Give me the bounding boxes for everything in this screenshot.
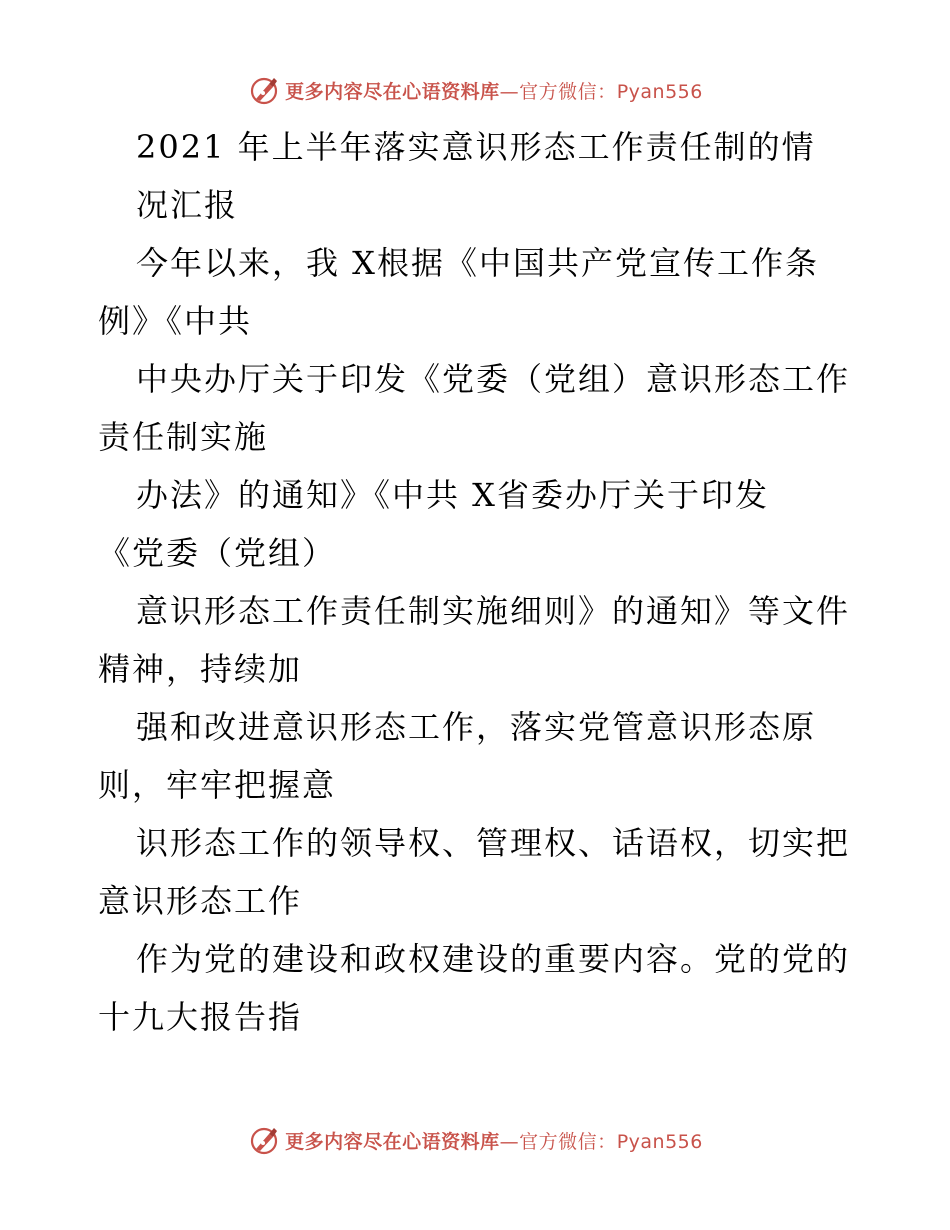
doc-line: 十九大报告指 bbox=[98, 998, 303, 1036]
doc-line: 强和改进意识形态工作，落实党管意识形态原 bbox=[136, 708, 817, 746]
banner-text-wechat: —官方微信： bbox=[499, 1130, 617, 1153]
footer-banner bbox=[0, 1120, 950, 1160]
doc-line: 《党委（党组） bbox=[98, 534, 337, 572]
doc-line: 今年以来，我 X根据《中国共产党宣传工作条 bbox=[136, 244, 819, 282]
banner-text-wechat: —官方微信： bbox=[499, 80, 617, 103]
document-body bbox=[98, 118, 858, 1046]
doc-line: 识形态工作的领导权、管理权、话语权，切实把 bbox=[136, 824, 851, 862]
doc-line: 精神，持续加 bbox=[98, 650, 303, 688]
pen-logo-icon bbox=[247, 73, 281, 107]
pen-logo-icon bbox=[247, 1123, 281, 1157]
doc-line: 例》《中共 bbox=[98, 302, 253, 340]
banner-text-main: 更多内容尽在心语资料库 bbox=[285, 80, 500, 103]
doc-line: 中央办厅关于印发《党委（党组）意识形态工作 bbox=[136, 360, 851, 398]
doc-line: 责任制实施 bbox=[98, 418, 269, 456]
doc-line: 意识形态工作责任制实施细则》的通知》等文件 bbox=[136, 592, 851, 630]
doc-line: 2021 年上半年落实意识形态工作责任制的情 bbox=[136, 128, 816, 166]
banner-text-id: Pyan556 bbox=[616, 80, 703, 103]
banner-text-main: 更多内容尽在心语资料库 bbox=[285, 1130, 500, 1153]
doc-line: 办法》的通知》《中共 X省委办厅关于印发 bbox=[136, 476, 769, 514]
doc-line: 则，牢牢把握意 bbox=[98, 766, 337, 804]
header-banner bbox=[0, 70, 950, 110]
doc-line: 况汇报 bbox=[136, 186, 239, 224]
banner-text-id: Pyan556 bbox=[616, 1130, 703, 1153]
doc-line: 意识形态工作 bbox=[98, 882, 303, 920]
doc-line: 作为党的建设和政权建设的重要内容。党的党的 bbox=[136, 940, 851, 978]
